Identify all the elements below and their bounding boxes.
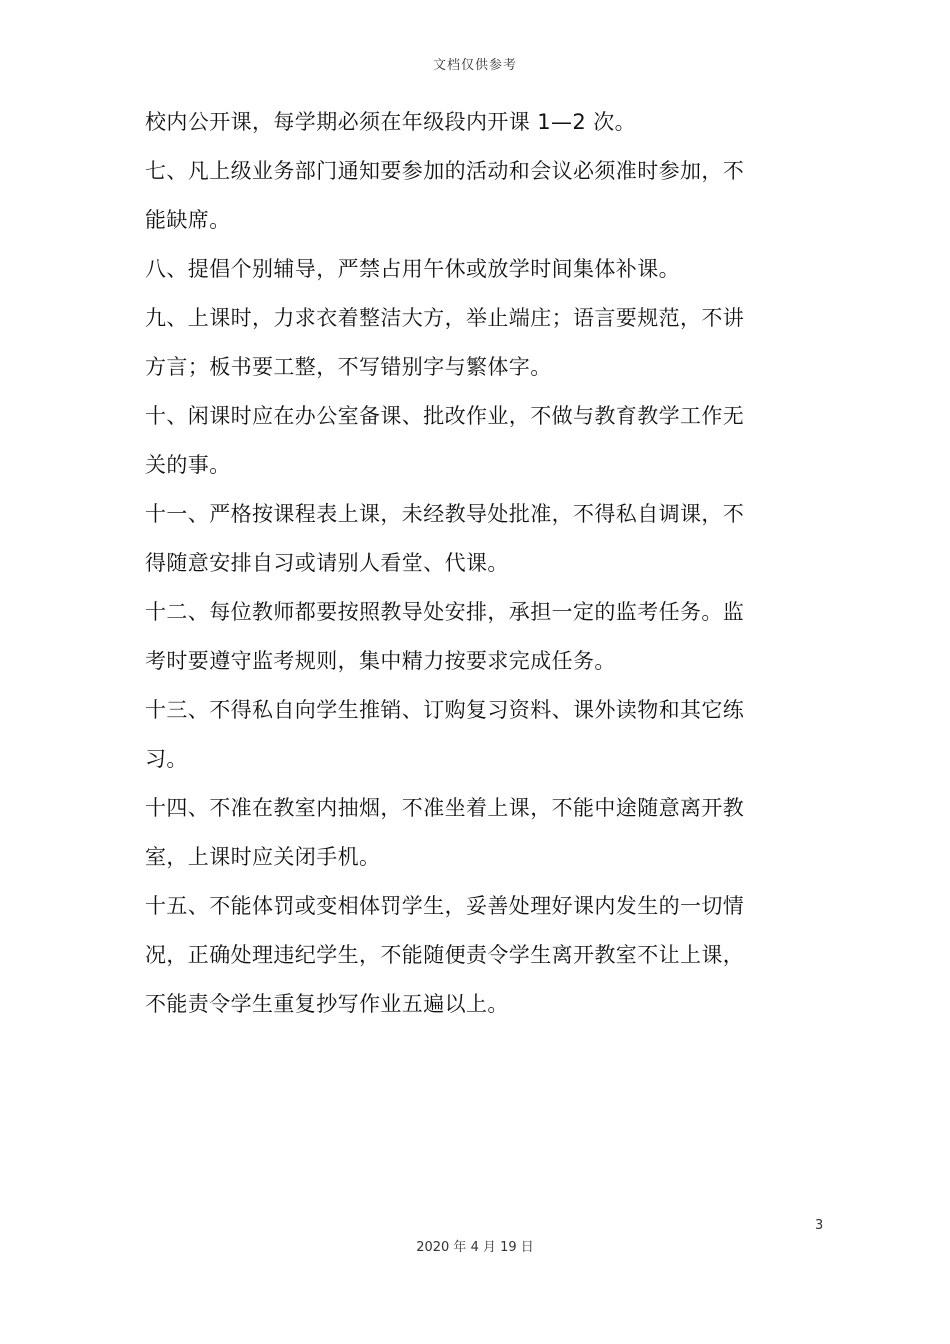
text-line: 方言；板书要工整，不写错别字与繁体字。 <box>145 355 552 379</box>
text-line: 十一、严格按课程表上课，未经教导处批准，不得私自调课，不 <box>145 502 745 526</box>
text-line: 十二、每位教师都要按照教导处安排，承担一定的监考任务。监 <box>145 600 745 624</box>
text-line: 室，上课时应关闭手机。 <box>145 845 381 869</box>
text-line: 习。 <box>145 747 188 771</box>
page-header: 文档仅供参考 <box>432 58 517 73</box>
text-line: 得随意安排自习或请别人看堂、代课。 <box>145 551 509 575</box>
text-line: 考时要遵守监考规则，集中精力按要求完成任务。 <box>145 649 616 673</box>
text-line: 十四、不准在教室内抽烟，不准坐着上课，不能中途随意离开教 <box>145 796 745 820</box>
page-number: 3 <box>815 1218 824 1233</box>
document-body <box>145 98 805 1029</box>
text-line: 十三、不得私自向学生推销、订购复习资料、课外读物和其它练 <box>145 698 745 722</box>
text-line: 况，正确处理违纪学生，不能随便责令学生离开教室不让上课， <box>145 943 745 967</box>
text-line: 校内公开课，每学期必须在年级段内开课 1—2 次。 <box>145 110 637 134</box>
text-line: 九、上课时，力求衣着整洁大方，举止端庄；语言要规范，不讲 <box>145 306 745 330</box>
text-line: 十、闲课时应在办公室备课、批改作业，不做与教育教学工作无 <box>145 404 745 428</box>
text-line: 八、提倡个别辅导，严禁占用午休或放学时间集体补课。 <box>145 257 680 281</box>
text-line: 不能责令学生重复抄写作业五遍以上。 <box>145 992 509 1016</box>
text-line: 七、凡上级业务部门通知要参加的活动和会议必须准时参加，不 <box>145 159 745 183</box>
text-line: 关的事。 <box>145 453 231 477</box>
text-line: 十五、不能体罚或变相体罚学生，妥善处理好课内发生的一切情 <box>145 894 745 918</box>
text-line: 能缺席。 <box>145 208 231 232</box>
page-footer-date: 2020 年 4 月 19 日 <box>416 1240 534 1255</box>
